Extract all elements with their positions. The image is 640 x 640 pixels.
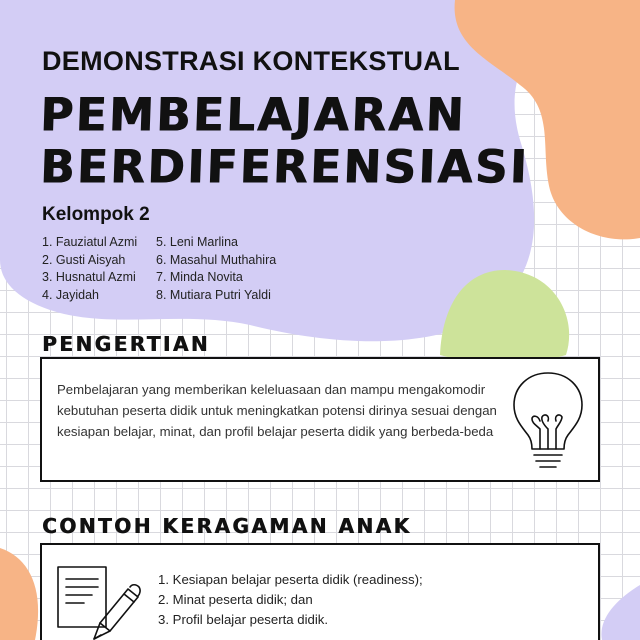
member-item: 2. Gusti Aisyah xyxy=(42,252,126,267)
title-line-2: BERDIFERENSIASI xyxy=(39,139,530,194)
document-pencil-icon xyxy=(54,563,142,640)
member-item: 8. Mutiara Putri Yaldi xyxy=(156,287,271,302)
definition-text: Pembelajaran yang memberikan keleluasaan dan mampu mengakomodir kebutuhan peserta didik untuk meningkatkan potensi dirinya sesuai dengan kesiapan belajar, minat, dan profil belajar peserta didik yang berbeda-beda xyxy=(57,382,497,439)
subtitle: DEMONSTRASI KONTEKSTUAL xyxy=(42,46,460,76)
variety-item: 2. Minat peserta didik; dan xyxy=(158,592,313,607)
variety-item: 3. Profil belajar peserta didik. xyxy=(158,612,329,627)
member-item: 7. Minda Novita xyxy=(156,270,243,284)
variety-list xyxy=(158,570,423,630)
lightbulb-icon xyxy=(508,369,588,473)
member-item: 1. Fauziatul Azmi xyxy=(42,235,138,249)
member-item: 4. Jayidah xyxy=(42,287,99,302)
title-line-1: PEMBELAJARAN xyxy=(39,87,467,142)
contoh-heading: CONTOH KERAGAMAN ANAK xyxy=(42,514,412,538)
lavender-blob-bottom xyxy=(601,585,640,640)
pengertian-heading: PENGERTIAN xyxy=(42,332,210,356)
variety-item: 1. Kesiapan belajar peserta didik (readiness); xyxy=(158,572,423,587)
member-item: 3. Husnatul Azmi xyxy=(42,270,136,284)
member-list-right xyxy=(156,234,276,304)
group-label: Kelompok 2 xyxy=(42,204,150,225)
peach-blob-bottom xyxy=(0,548,38,640)
member-item: 5. Leni Marlina xyxy=(156,235,238,249)
member-item: 6. Masahul Muthahira xyxy=(156,252,277,267)
contoh-box xyxy=(40,543,600,640)
member-list-left xyxy=(42,234,137,304)
pengertian-box xyxy=(40,357,600,482)
